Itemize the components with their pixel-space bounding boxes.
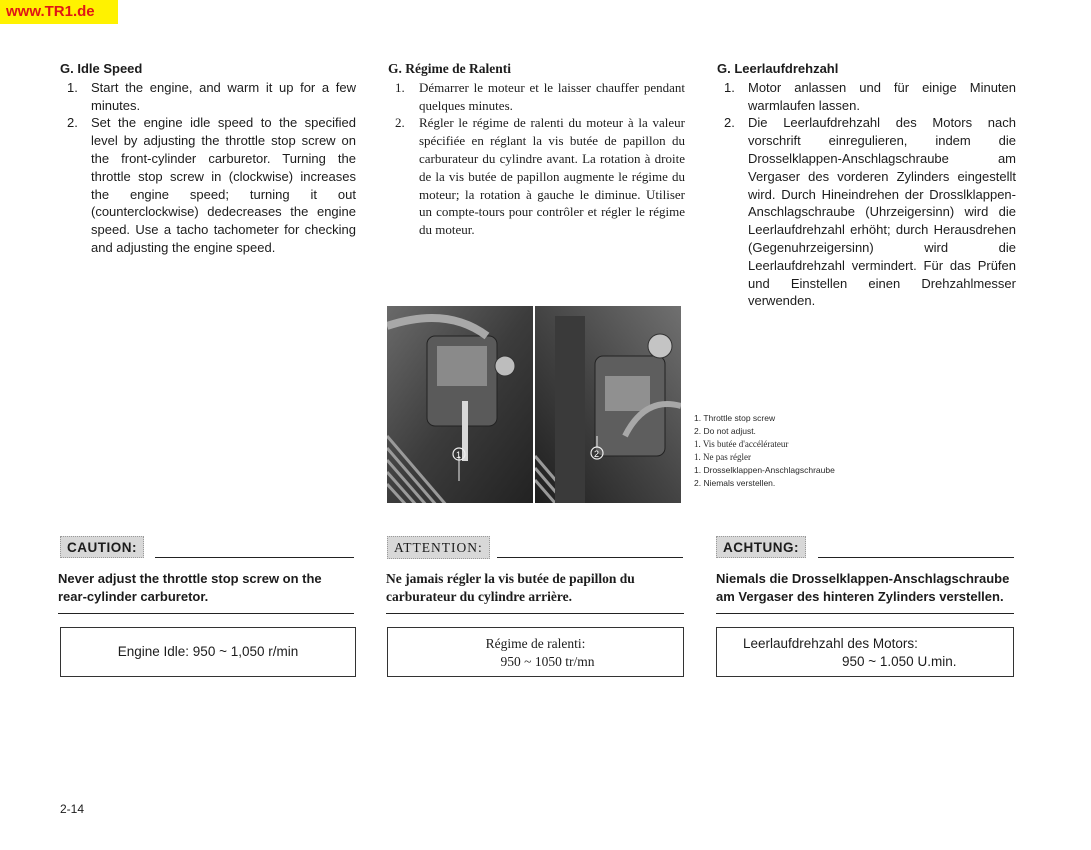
legend-item (694, 477, 894, 490)
english-column (60, 60, 356, 257)
caution-header-de (716, 536, 1014, 564)
caution-text-fr: Ne jamais régler la vis butée de papillon du carburateur du cylindre arrière. (386, 570, 684, 614)
legend-text: Niemals verstellen. (703, 478, 776, 488)
spec-box-de (716, 627, 1014, 677)
legend-text: Ne pas régler (703, 452, 751, 462)
carburetor-photo-rear (535, 306, 681, 503)
legend-item (694, 412, 894, 425)
caution-rule (818, 557, 1014, 558)
section-heading-de: G. Leerlaufdrehzahl (717, 61, 839, 76)
spec-label-fr: Régime de ralenti: (485, 636, 586, 651)
legend-text: Throttle stop screw (703, 413, 776, 423)
legend-number: 1. (694, 413, 702, 423)
caution-header-fr (387, 536, 683, 564)
carburetor-photo-front (387, 306, 533, 503)
section-heading-en: G. Idle Speed (60, 61, 143, 76)
spec-value-fr: 950 ~ 1050 tr/mn (500, 654, 595, 669)
step-item (717, 114, 1016, 310)
step-item (60, 114, 356, 256)
french-column (388, 60, 685, 239)
photo-legend (694, 412, 894, 490)
caution-rule (155, 557, 354, 558)
legend-item (694, 464, 894, 477)
step-text: Die Leerlaufdrehzahl des Motors nach vorschrift einregulieren, indem die Drosselklappen-Anschlagschraube am Vergaser des vorderen Zylinders eingestellt wird. Durch Hineindrehen der Drosslklappen-Anschlagschraube (Uhrzeigersinn) wird die Leerlaufdrehzahl erhöht; durch Herausdrehen (Gegenuhrzeigersinn) wird die Leerlaufdrehzahl vermindert. Für das Prüfen und Einstellen einen Drehzahlmesser verwenden. (748, 115, 1016, 309)
caution-label-fr: ATTENTION: (387, 536, 490, 559)
german-column (717, 60, 1016, 310)
caution-label-de: ACHTUNG: (716, 536, 806, 558)
step-number: 2. (67, 115, 78, 131)
step-number: 1. (67, 79, 78, 95)
legend-item (694, 425, 894, 438)
legend-item (694, 451, 894, 464)
legend-text: Vis butée d'accélérateur (702, 439, 789, 449)
step-item (388, 114, 685, 239)
step-number: 2. (724, 115, 735, 131)
legend-number: 2. (694, 478, 702, 488)
page-number: 2-14 (60, 802, 85, 816)
photo-callout-1: 1 (456, 450, 462, 460)
legend-number: 1. (694, 465, 702, 475)
photo-callout-2: 2 (594, 449, 600, 459)
step-number: 1. (724, 79, 735, 95)
legend-item (694, 438, 894, 451)
site-watermark: www.TR1.de (0, 0, 118, 24)
step-item (388, 79, 685, 115)
caution-label-en: CAUTION: (60, 536, 144, 558)
section-heading-fr: G. Régime de Ralenti (388, 61, 511, 76)
step-number: 2. (395, 115, 405, 131)
spec-box-fr (387, 627, 684, 677)
legend-number: 2. (694, 426, 702, 436)
spec-box-en (60, 627, 356, 677)
step-number: 1. (395, 79, 405, 95)
caution-text-de: Niemals die Drosselklappen-Anschlagschraube am Vergaser des hinteren Zylinders verstellen. (716, 570, 1014, 614)
steps-list-en (60, 79, 356, 257)
steps-list-fr (388, 79, 685, 239)
legend-number: 1. (694, 439, 701, 449)
step-item (60, 79, 356, 115)
spec-value-en: Engine Idle: 950 ~ 1,050 r/min (117, 644, 299, 659)
step-text: Démarrer le moteur et le laisser chauffer pendant quelques minutes. (419, 79, 685, 113)
step-text: Start the engine, and warm it up for a few minutes. (91, 79, 356, 113)
steps-list-de (717, 79, 1016, 310)
step-text: Set the engine idle speed to the specified level by adjusting the throttle stop screw on the front-cylinder carburetor. Turning the throttle stop screw in (clockwise) increases the engine speed; turning it out (counterclockwise) dedecreases the engine speed. Use a tacho tachometer for checking and adjusting the engine speed. (91, 115, 356, 255)
legend-text: Drosselklappen-Anschlagschraube (703, 465, 835, 475)
spec-label-de: Leerlaufdrehzahl des Motors: (743, 636, 918, 651)
step-item (717, 79, 1016, 115)
caution-text-en: Never adjust the throttle stop screw on the rear-cylinder carburetor. (58, 570, 354, 614)
step-text: Régler le régime de ralenti du moteur à la valeur spécifiée en réglant la vis butée de papillon du carburateur du cylindre avant. La rotation à droite de la vis butée de papillon augmente le régime du moteur; la rotation à gauche le diminue. Utiliser un compte-tours pour contrôler et régler le régime du moteur. (419, 115, 685, 238)
step-text: Motor anlassen und für einige Minuten warmlaufen lassen. (748, 79, 1016, 113)
caution-rule (497, 557, 683, 558)
legend-text: Do not adjust. (703, 426, 756, 436)
caution-header-en (60, 536, 354, 564)
spec-value-de: 950 ~ 1.050 U.min. (842, 654, 957, 669)
legend-number: 1. (694, 452, 701, 462)
